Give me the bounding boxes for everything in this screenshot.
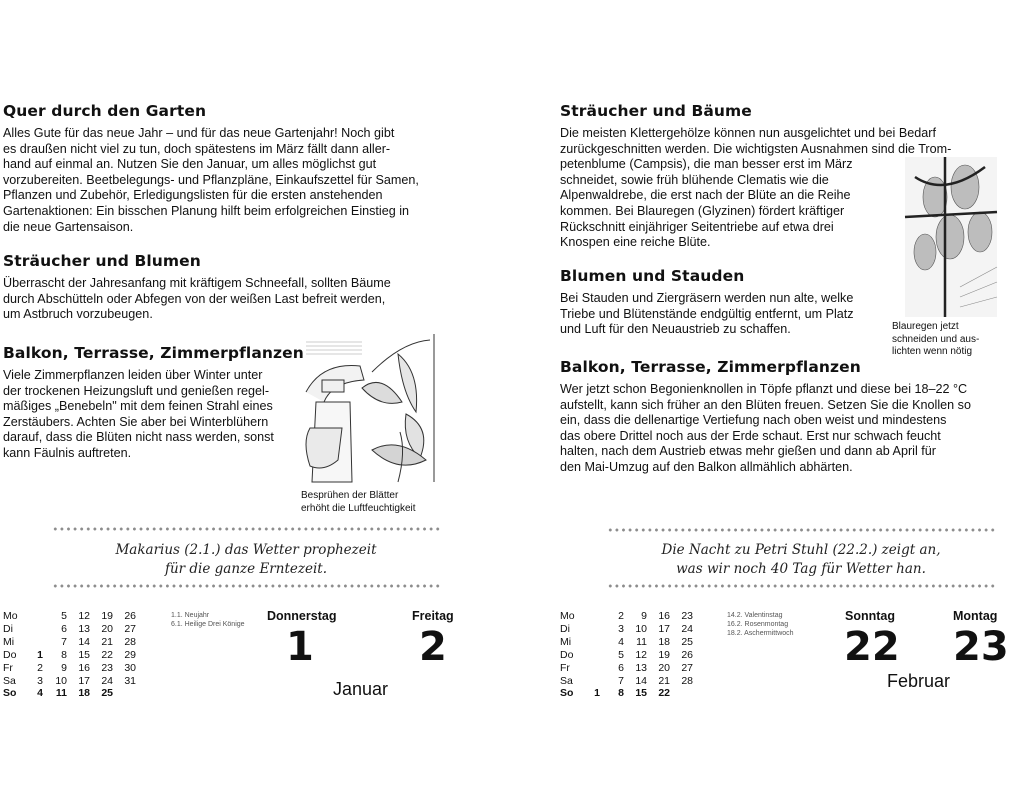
section-text: Bei Stauden und Ziergräsern werden nun alte, welke Triebe und Blütenstände endgültig entfernt, um Platz und Luft für den Neuaustrieb zu schaffen.	[560, 291, 854, 337]
dotted-divider	[607, 528, 995, 532]
mini-calendar-february: Mo 2 9 16 23 Di 3 10 17 24 Mi 4 11 18 25 Do 5 12 19 26 Fr 6 13 20 27 Sa 7 14 21 28 So 1 8 15 22	[560, 610, 693, 700]
illustration-caption: Blauregen jetzt schneiden und aus- lichten wenn nötig	[892, 321, 980, 357]
section-heading: Balkon, Terrasse, Zimmerpflanzen	[560, 358, 861, 376]
section-text: Alles Gute für das neue Jahr – und für das neue Gartenjahr! Noch gibt es draußen nicht viel zu tun, doch spätestens im März fällt dann aller- hand auf einmal an. Nutzen Sie den Januar, um alles möglichst gut vorzubereiten. Beetbelegungs- und Pflanzpläne, Einkaufszettel für Samen, Pflanzen und Zubehör, Erledigungslisten für die ersten anstehenden Gartenaktionen: Ein bisschen Planung hilft beim erfolgreichen Einstieg in die neue Gartensaison.	[3, 126, 419, 234]
section-text: Viele Zimmerpflanzen leiden über Winter unter der trockenen Heizungsluft und genießen regel- mäßiges „Benebeln" mit dem feinen Strahl eines Zerstäubers. Achten Sie aber bei Winterblühern darauf, dass die Blüten nicht nass werden, sonst kann Fäulnis auftreten.	[3, 368, 274, 460]
holiday-list: 14.2. Valentinstag 16.2. Rosenmontag 18.2. Aschermittwoch	[727, 612, 794, 637]
calendar-page-january	[0, 0, 480, 800]
section-text: Die meisten Klettergehölze können nun ausgelichtet und bei Bedarf zurückgeschnitten werden. Die wichtigsten Ausnahmen sind die Trom- petenblume (Campsis), die man besser erst im März schneidet, sowie früh blühende Clematis wie die Alpenwaldrebe, die erst nach der Blüte an die Reihe kommen. Bei Blauregen (Glyzinen) fördert kräftiger Rückschnitt einjähriger Seitentriebe auf etwa drei Knospen eine reiche Blüte.	[560, 126, 952, 250]
mini-calendar-january: Mo 5 12 19 26 Di 6 13 20 27 Mi 7 14 21 28 Do 1 8 15 22 29 Fr 2 9 16 23 30 Sa 3 10 17 24 31 So 4 11 18 25	[3, 610, 136, 700]
dotted-divider	[607, 584, 995, 588]
day-name: Freitag	[412, 609, 454, 623]
section-heading: Blumen und Stauden	[560, 267, 745, 285]
section-heading: Quer durch den Garten	[3, 102, 207, 120]
holiday-list: 1.1. Neujahr 6.1. Heilige Drei Könige	[171, 612, 245, 628]
section-text: Überrascht der Jahresanfang mit kräftigem Schneefall, sollten Bäume durch Abschütteln oder Abfegen von der weißen Last befreit werden, um Astbruch vorzubeugen.	[3, 276, 391, 322]
weather-saying: Makarius (2.1.) das Wetter prophezeit für die ganze Erntezeit.	[115, 542, 377, 577]
day-number: 2	[419, 624, 447, 670]
day-name: Sonntag	[845, 609, 895, 623]
dotted-divider	[52, 584, 440, 588]
month-name: Januar	[333, 679, 389, 699]
illustration-caption: Besprühen der Blätter erhöht die Luftfeuchtigkeit	[301, 490, 416, 514]
section-heading: Sträucher und Bäume	[560, 102, 752, 120]
day-number: 23	[953, 624, 1009, 670]
day-number: 22	[844, 624, 900, 670]
day-number: 1	[286, 624, 314, 670]
month-name: Februar	[887, 671, 951, 691]
dotted-divider	[52, 527, 440, 531]
section-heading: Sträucher und Blumen	[3, 252, 201, 270]
section-text: Wer jetzt schon Begonienknollen in Töpfe pflanzt und diese bei 18–22 °C aufstellt, kann sich früher an den Blüten freuen. Setzen Sie die Knollen so ein, dass die dellenartige Vertiefung nach oben weist und mindestens das obere Drittel noch aus der Erde schaut. Erst nur schwach feucht halten, nach dem Austrieb etwas mehr gießen und dann ab April für den Mai-Umzug auf den Balkon allmählich abhärten.	[560, 382, 971, 474]
day-name: Donnerstag	[267, 609, 337, 623]
day-name: Montag	[953, 609, 998, 623]
calendar-page-february	[555, 0, 1009, 800]
wisteria-pruning-illustration	[905, 157, 997, 317]
spray-bottle-plant-illustration	[302, 332, 436, 484]
weather-saying: Die Nacht zu Petri Stuhl (22.2.) zeigt an, was wir noch 40 Tag für Wetter han.	[661, 542, 941, 577]
section-heading: Balkon, Terrasse, Zimmerpflanzen	[3, 344, 304, 362]
